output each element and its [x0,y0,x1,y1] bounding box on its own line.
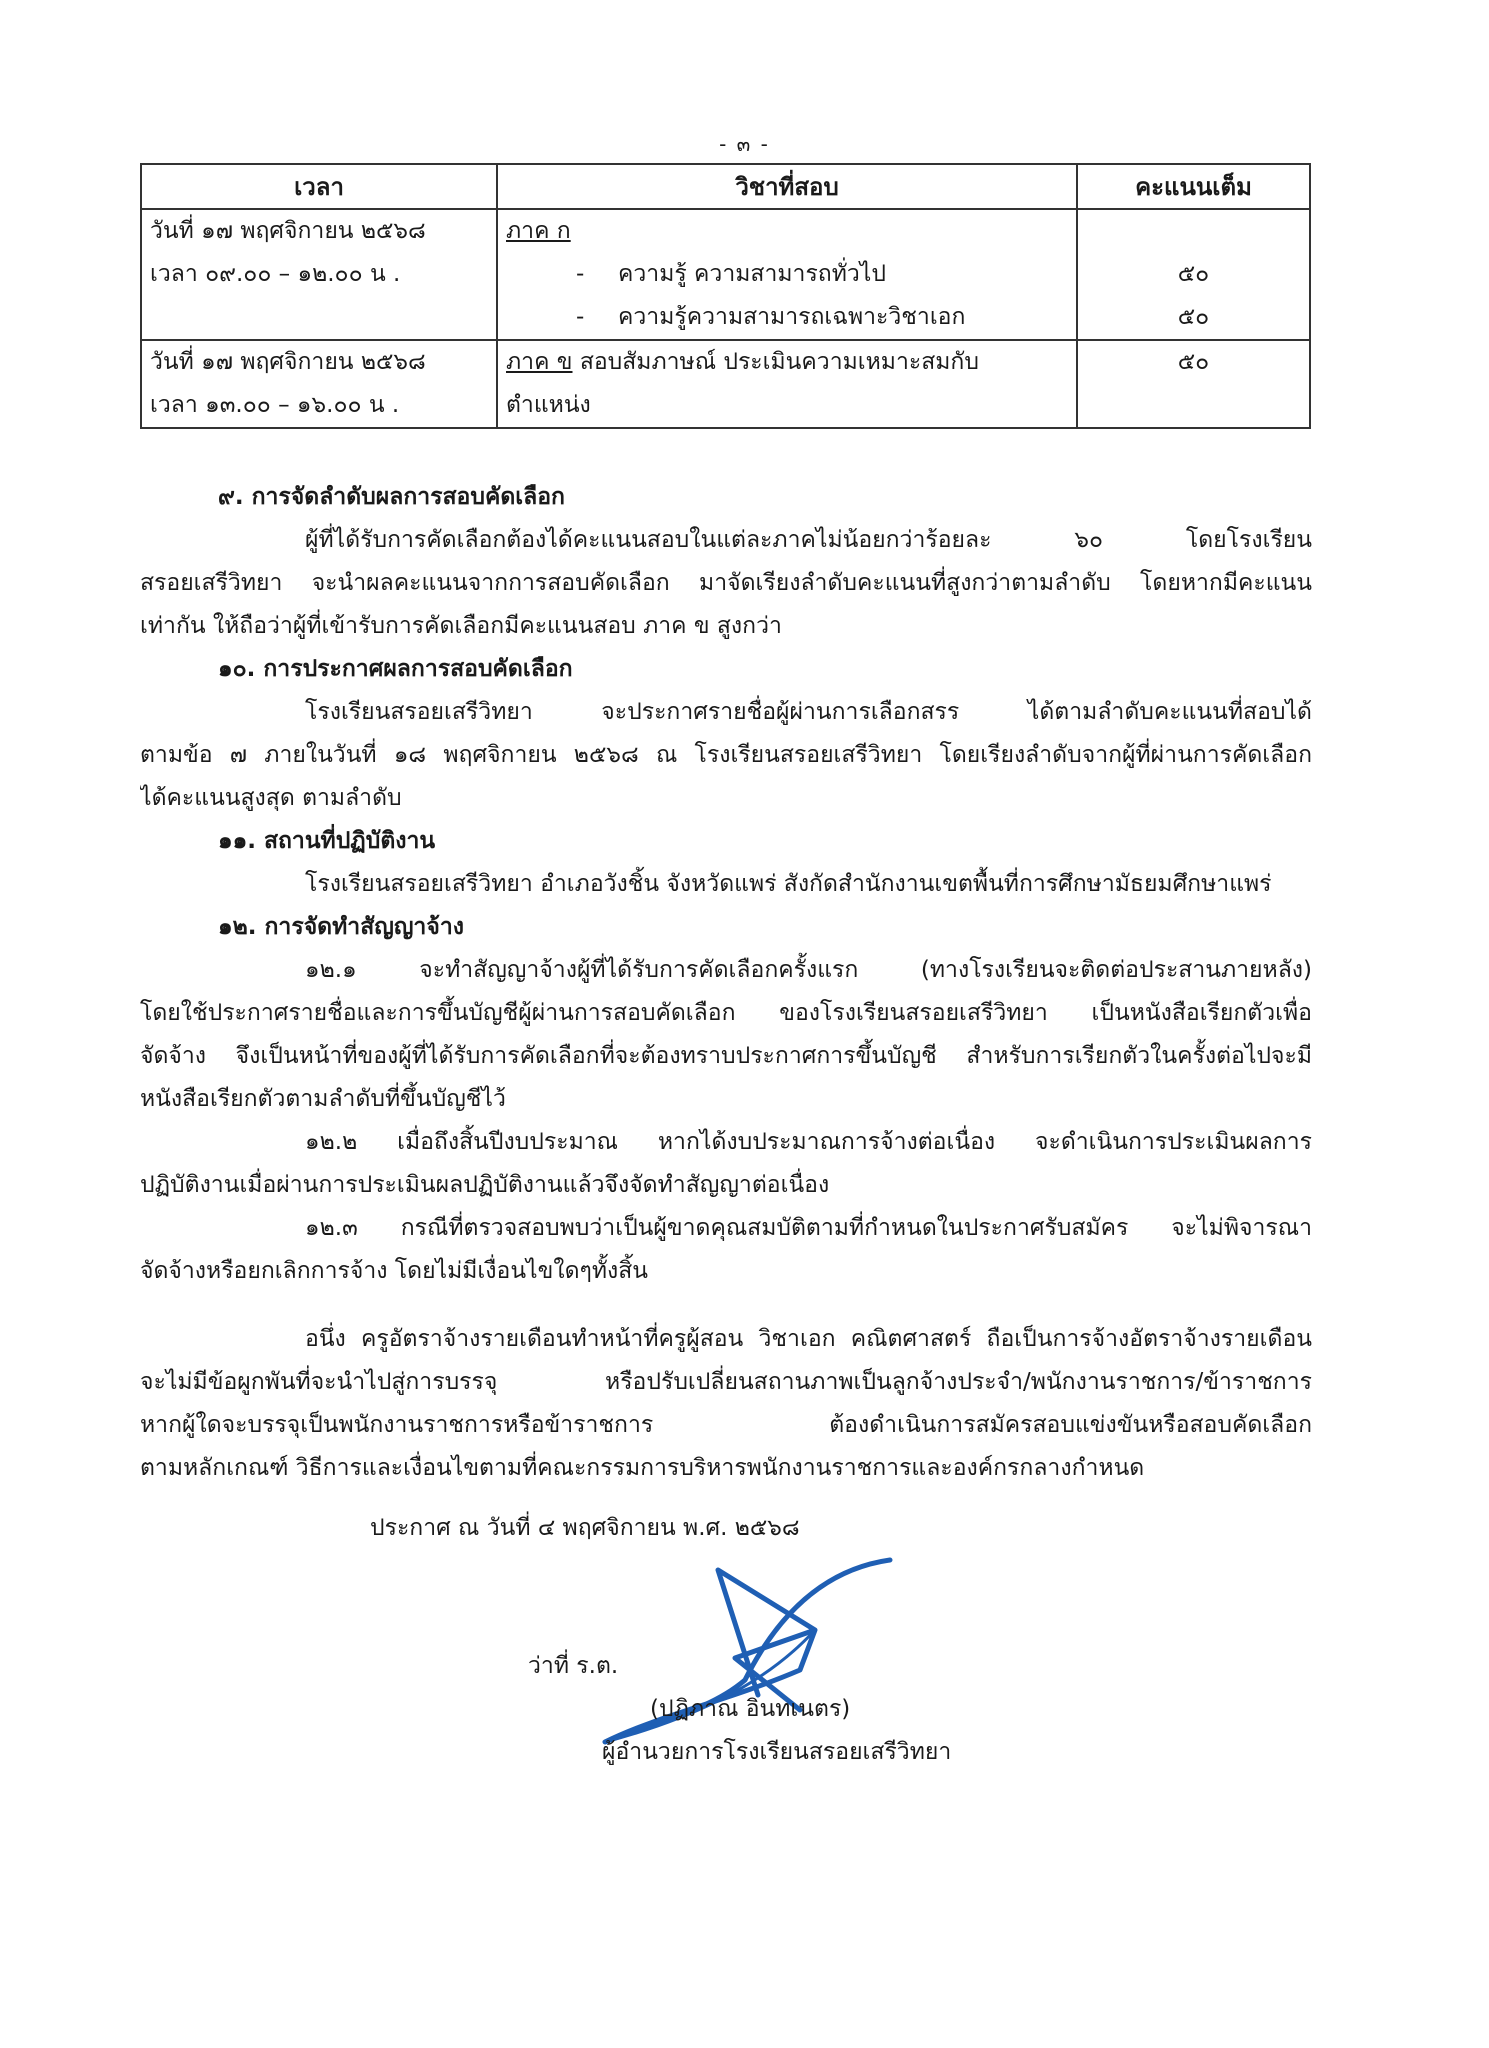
table-row [141,209,1310,340]
section-9 [140,476,1312,648]
paragraph-line: ได้คะแนนสูงสุด ตามลำดับ [140,785,402,811]
section-10 [140,648,1312,820]
score-value: ๕๐ [1177,304,1210,330]
table-header-row [141,164,1310,209]
score-cell [1077,209,1310,340]
paragraph-line: ปฏิบัติงานเมื่อผ่านการประเมินผลปฏิบัติงานแล้วจึงจัดทำสัญญาต่อเนื่อง [140,1172,830,1198]
signer-name: (ปฏิภาณ อินทเนตร) [650,1696,851,1722]
section-heading: ๙. การจัดลำดับผลการสอบคัดเลือก [218,484,565,510]
signer-rank: ว่าที่ ร.ต. [528,1653,619,1679]
time-text: เวลา ๐๙.๐๐ – ๑๒.๐๐ น . [150,261,401,287]
paragraph-line: ตามหลักเกณฑ์ วิธีการและเงื่อนไขตามที่คณะกรรมการบริหารพนักงานราชการและองค์กรกลางกำหนด [140,1455,1145,1481]
exam-schedule-table [140,163,1311,429]
part-label: ภาค ข [506,349,573,375]
section-heading: ๑๐. การประกาศผลการสอบคัดเลือก [218,656,573,682]
paragraph-line: อนึ่ง ครูอัตราจ้างรายเดือนทำหน้าที่ครูผู้สอน วิชาเอก คณิตศาสตร์ ถือเป็นการจ้างอัตราจ้างรายเดือน [305,1326,1312,1352]
subject-text: ตำแหน่ง [506,392,591,418]
section-11 [140,820,1312,906]
paragraph-line: เท่ากัน ให้ถือว่าผู้ที่เข้ารับการคัดเลือกมีคะแนนสอบ ภาค ข สูงกว่า [140,613,782,639]
paragraph-line: จัดจ้างหรือยกเลิกการจ้าง โดยไม่มีเงื่อนไขใดๆทั้งสิ้น [140,1258,649,1284]
paragraph-line: ผู้ที่ได้รับการคัดเลือกต้องได้คะแนนสอบในแต่ละภาคไม่น้อยกว่าร้อยละ ๖๐ โดยโรงเรียน [305,527,1312,553]
time-text: เวลา ๑๓.๐๐ – ๑๖.๐๐ น . [150,392,400,418]
section-heading: ๑๑. สถานที่ปฏิบัติงาน [218,828,436,854]
score-value: ๕๐ [1177,261,1210,287]
subject-cell [497,340,1077,428]
paragraph-line: สรอยเสรีวิทยา จะนำผลคะแนนจากการสอบคัดเลือก มาจัดเรียงลำดับคะแนนที่สูงกว่าตามลำดับ โดยหากมีคะแนน [140,570,1312,596]
subject-item: - ความรู้ความสามารถเฉพาะวิชาเอก [576,304,966,330]
header-subject: วิชาที่สอบ [497,164,1077,209]
paragraph-line: หนังสือเรียกตัวตามลำดับที่ขึ้นบัญชีไว้ [140,1086,506,1112]
score-cell [1077,340,1310,428]
score-value: ๕๐ [1177,349,1210,375]
date-text: วันที่ ๑๗ พฤศจิกายน ๒๕๖๘ [150,349,426,375]
header-full-score: คะแนนเต็ม [1077,164,1310,209]
table-row [141,340,1310,428]
paragraph-line: โรงเรียนสรอยเสรีวิทยา จะประกาศรายชื่อผู้ผ่านการเลือกสรร ได้ตามลำดับคะแนนที่สอบได้ [305,699,1312,725]
paragraph-line: ๑๒.๑ จะทำสัญญาจ้างผู้ที่ได้รับการคัดเลือกครั้งแรก (ทางโรงเรียนจะติดต่อประสานภายหลัง) [305,957,1312,983]
paragraph-line: จัดจ้าง จึงเป็นหน้าที่ของผู้ที่ได้รับการคัดเลือกที่จะต้องทราบประกาศการขึ้นบัญชี สำหรับการเรียกตัวในครั้งต่อไปจะมี [140,1043,1312,1069]
date-text: วันที่ ๑๗ พฤศจิกายน ๒๕๖๘ [150,218,426,244]
paragraph-line: โรงเรียนสรอยเสรีวิทยา อำเภอวังชิ้น จังหวัดแพร่ สังกัดสำนักงานเขตพื้นที่การศึกษามัธยมศึกษาแพร่ [305,871,1272,897]
page-number: - ๓ - [719,132,770,156]
paragraph-line: โดยใช้ประกาศรายชื่อและการขึ้นบัญชีผู้ผ่านการสอบคัดเลือก ของโรงเรียนสรอยเสรีวิทยา เป็นหนังสือเรียกตัวเพื่อ [140,1000,1312,1026]
subject-cell [497,209,1077,340]
subject-item: - ความรู้ ความสามารถทั่วไป [576,261,886,287]
section-heading: ๑๒. การจัดทำสัญญาจ้าง [218,914,464,940]
signer-position: ผู้อำนวยการโรงเรียนสรอยเสรีวิทยา [602,1739,952,1765]
time-cell [141,209,497,340]
paragraph-line: จะไม่มีข้อผูกพันที่จะนำไปสู่การบรรจุ หรือปรับเปลี่ยนสถานภาพเป็นลูกจ้างประจำ/พนักงานราชการ/ข้าราชการ [140,1369,1312,1395]
header-time: เวลา [141,164,497,209]
time-cell [141,340,497,428]
subject-text: สอบสัมภาษณ์ ประเมินความเหมาะสมกับ [579,349,979,375]
part-label: ภาค ก [506,218,571,244]
section-12 [140,906,1312,1293]
note-paragraph [140,1318,1312,1490]
paragraph-line: ๑๒.๒ เมื่อถึงสิ้นปีงบประมาณ หากได้งบประมาณการจ้างต่อเนื่อง จะดำเนินการประเมินผลการ [305,1129,1312,1155]
announcement-date: ประกาศ ณ วันที่ ๔ พฤศจิกายน พ.ศ. ๒๕๖๘ [370,1515,800,1541]
paragraph-line: หากผู้ใดจะบรรจุเป็นพนักงานราชการหรือข้าราชการ ต้องดำเนินการสมัครสอบแข่งขันหรือสอบคัดเลือก [140,1412,1312,1438]
paragraph-line: ๑๒.๓ กรณีที่ตรวจสอบพบว่าเป็นผู้ขาดคุณสมบัติตามที่กำหนดในประกาศรับสมัคร จะไม่พิจารณา [305,1215,1312,1241]
paragraph-line: ตามข้อ ๗ ภายในวันที่ ๑๘ พฤศจิกายน ๒๕๖๘ ณ โรงเรียนสรอยเสรีวิทยา โดยเรียงลำดับจากผู้ที่ผ่านการคัดเลือก [140,742,1312,768]
